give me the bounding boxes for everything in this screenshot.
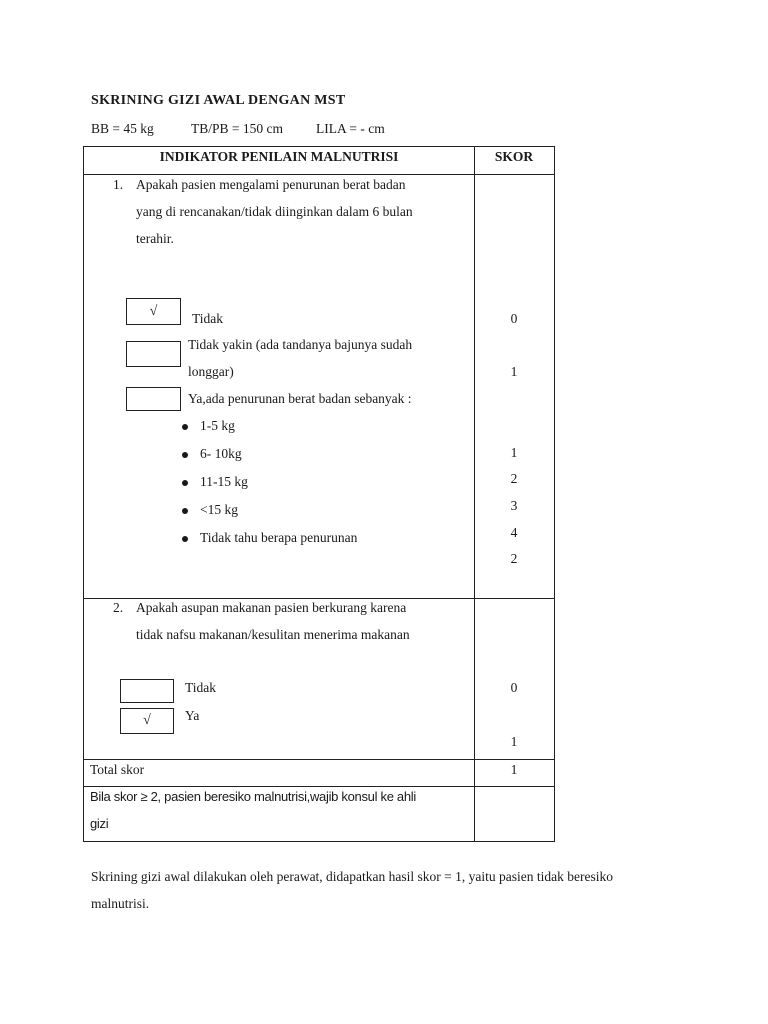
q1-weight-range: 1-5 kg bbox=[200, 418, 235, 433]
q1-score: 1 bbox=[510, 364, 518, 379]
q1-weight-range: Tidak tahu berapa penurunan bbox=[200, 530, 358, 545]
q1-score: 4 bbox=[510, 525, 518, 540]
conclusion-text: Skrining gizi awal dilakukan oleh perawat, didapatkan hasil skor = 1, yaitu pasien tidak beresiko bbox=[91, 869, 613, 884]
bullet-icon bbox=[182, 536, 188, 542]
q1-number: 1. bbox=[113, 177, 124, 192]
body-height: TB/PB = 150 cm bbox=[191, 121, 283, 136]
q1-ya-checkbox[interactable] bbox=[126, 387, 181, 411]
q1-weight-range: <15 kg bbox=[200, 502, 238, 517]
q1-tidak-yakin-checkbox[interactable] bbox=[126, 341, 181, 367]
bullet-icon bbox=[182, 452, 188, 458]
q2-text-line: tidak nafsu makanan/kesulitan menerima makanan bbox=[136, 627, 410, 642]
row-divider bbox=[84, 759, 554, 760]
row-divider bbox=[84, 598, 554, 599]
bullet-icon bbox=[182, 508, 188, 514]
q1-weight-range: 6- 10kg bbox=[200, 446, 242, 461]
q2-tidak-checkbox[interactable] bbox=[120, 679, 174, 703]
q1-score: 2 bbox=[510, 471, 518, 486]
q1-option-tidak-yakin-cont: longgar) bbox=[188, 364, 234, 379]
indicator-column-header: INDIKATOR PENILAIN MALNUTRISI bbox=[159, 149, 399, 164]
row-divider bbox=[84, 786, 554, 787]
page-title: SKRINING GIZI AWAL DENGAN MST bbox=[91, 93, 346, 108]
q1-text-line: terahir. bbox=[136, 231, 174, 246]
q1-weight-range: 11-15 kg bbox=[200, 474, 248, 489]
bullet-icon bbox=[182, 480, 188, 486]
q2-text-line: Apakah asupan makanan pasien berkurang karena bbox=[136, 600, 407, 615]
q1-tidak-checkbox[interactable] bbox=[126, 298, 181, 325]
upper-arm-circumference: LILA = - cm bbox=[316, 121, 385, 136]
q1-score: 1 bbox=[510, 445, 518, 460]
bullet-icon bbox=[182, 424, 188, 430]
q1-option-ya: Ya,ada penurunan berat badan sebanyak : bbox=[188, 391, 412, 406]
score-note-cont: gizi bbox=[90, 816, 109, 831]
total-score-label: Total skor bbox=[90, 762, 145, 777]
q2-score: 1 bbox=[510, 734, 518, 749]
conclusion-text-cont: malnutrisi. bbox=[91, 896, 150, 911]
q1-text-line: yang di rencanakan/tidak diinginkan dalam 6 bulan bbox=[136, 204, 413, 219]
mst-screening-table bbox=[83, 146, 555, 842]
q2-ya-checkbox[interactable] bbox=[120, 708, 174, 734]
q1-option-tidak-yakin: Tidak yakin (ada tandanya bajunya sudah bbox=[188, 337, 413, 352]
score-note: Bila skor ≥ 2, pasien beresiko malnutrisi,wajib konsul ke ahli bbox=[90, 789, 416, 804]
total-score-value: 1 bbox=[510, 762, 518, 777]
q1-score: 0 bbox=[510, 311, 518, 326]
checkmark-icon: √ bbox=[143, 713, 151, 728]
anthropometry-line bbox=[91, 121, 385, 137]
q1-option-tidak: Tidak bbox=[192, 311, 224, 326]
checkmark-icon: √ bbox=[149, 303, 158, 319]
q1-score: 2 bbox=[510, 551, 518, 566]
q2-score: 0 bbox=[510, 680, 518, 695]
header-divider bbox=[84, 174, 554, 175]
q2-option-tidak: Tidak bbox=[185, 680, 217, 695]
body-weight: BB = 45 kg bbox=[91, 121, 154, 136]
q1-score: 3 bbox=[510, 498, 518, 513]
q1-text-line: Apakah pasien mengalami penurunan berat badan bbox=[136, 177, 406, 192]
q2-number: 2. bbox=[113, 600, 124, 615]
q2-option-ya: Ya bbox=[185, 708, 200, 723]
score-column-header: SKOR bbox=[494, 149, 534, 164]
